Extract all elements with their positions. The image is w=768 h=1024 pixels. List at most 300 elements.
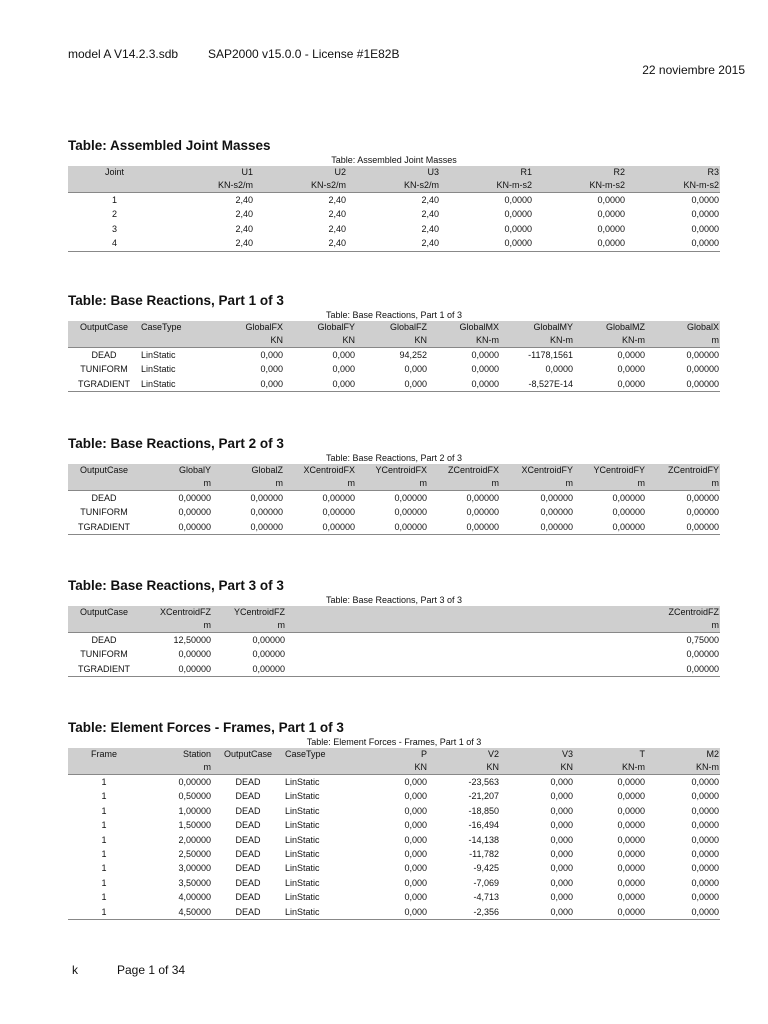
table-cell: 0,0000 bbox=[574, 905, 646, 920]
table-cell: 0,00000 bbox=[646, 662, 720, 677]
col-unit: KN-s2/m bbox=[254, 179, 347, 193]
table-cell: 0,00000 bbox=[686, 649, 719, 660]
table-cell: 0,0000 bbox=[617, 364, 645, 375]
table-cell: LinStatic bbox=[285, 863, 320, 874]
col-header: CaseType bbox=[140, 321, 212, 334]
col-header: T bbox=[574, 748, 646, 761]
table-cell: 3 bbox=[111, 223, 117, 234]
section-title: Table: Base Reactions, Part 1 of 3 bbox=[68, 293, 284, 308]
table-cell: 0,000 bbox=[404, 877, 427, 888]
table-cell: 0,00000 bbox=[252, 635, 285, 645]
table-cell: 2,50000 bbox=[178, 849, 211, 860]
units-row bbox=[68, 619, 720, 633]
table-cell: 0,0000 bbox=[691, 820, 719, 831]
table-cell: 2,40 bbox=[328, 195, 346, 205]
table-cell: LinStatic bbox=[285, 820, 320, 831]
table-cell: TUNIFORM bbox=[80, 507, 128, 518]
table-cell: 0,000 bbox=[260, 364, 283, 375]
col-header: ZCentroidFZ bbox=[646, 606, 720, 619]
col-header: YCentroidFX bbox=[356, 464, 428, 477]
table-cell: 2,40 bbox=[328, 209, 346, 220]
table-cell: 94,252 bbox=[399, 350, 427, 360]
table-cell: 0,00000 bbox=[540, 493, 573, 503]
table-cell: 0,0000 bbox=[617, 834, 645, 845]
table-cell: -2,356 bbox=[428, 905, 500, 920]
table-row bbox=[68, 905, 720, 920]
table-row bbox=[68, 520, 720, 535]
table-row bbox=[68, 890, 720, 904]
table-cell: LinStatic bbox=[285, 877, 320, 888]
table-cell: 1 bbox=[68, 905, 140, 920]
table-row bbox=[68, 804, 720, 818]
col-header: V2 bbox=[428, 748, 500, 761]
table-cell: -14,138 bbox=[468, 834, 499, 845]
table-cell: 0,000 bbox=[404, 820, 427, 831]
table-cell: 0,00000 bbox=[178, 777, 211, 787]
table-cell: TGRADIENT bbox=[68, 520, 140, 535]
table-cell: 0,00000 bbox=[466, 507, 499, 518]
table-caption: Table: Base Reactions, Part 1 of 3 bbox=[325, 310, 463, 320]
table-cell: 1 bbox=[111, 195, 117, 205]
col-header: XCentroidFX bbox=[284, 464, 356, 477]
col-unit: m bbox=[428, 477, 500, 491]
header-program-license: SAP2000 v15.0.0 - License #1E82B bbox=[208, 47, 400, 61]
col-header: XCentroidFZ bbox=[140, 606, 212, 619]
table-cell: 0,000 bbox=[404, 892, 427, 903]
table-cell: DEAD bbox=[235, 791, 261, 802]
table-cell: 0,00000 bbox=[686, 364, 719, 375]
footer-page-number: Page 1 of 34 bbox=[117, 963, 186, 977]
col-unit: KN-m bbox=[574, 334, 646, 348]
table-cell: -18,850 bbox=[468, 805, 499, 816]
section-title: Table: Element Forces - Frames, Part 1 of 3 bbox=[68, 720, 344, 735]
table-cell: 0,000 bbox=[332, 350, 355, 360]
table-cell: 2,40 bbox=[421, 209, 439, 220]
table-row bbox=[68, 818, 720, 832]
col-header: GlobalFY bbox=[284, 321, 356, 334]
table-cell: LinStatic bbox=[285, 849, 320, 860]
table-cell: 0,0000 bbox=[617, 863, 645, 874]
table-cell: 0,0000 bbox=[691, 892, 719, 903]
table-cell: 0,00000 bbox=[394, 507, 427, 518]
header-row bbox=[68, 606, 720, 619]
table-cell: 0,000 bbox=[404, 863, 427, 874]
table-cell: DEAD bbox=[235, 849, 261, 860]
table-cell: 0,00000 bbox=[178, 507, 211, 518]
table-cell: TGRADIENT bbox=[68, 377, 140, 392]
table-cell: -23,563 bbox=[468, 777, 499, 787]
table-cell: 0,00000 bbox=[612, 507, 645, 518]
table-cell: 0,0000 bbox=[646, 905, 720, 920]
col-unit: KN-m-s2 bbox=[533, 179, 626, 193]
col-unit: m bbox=[140, 477, 212, 491]
col-header: GlobalMZ bbox=[574, 321, 646, 334]
table-cell: 0,00000 bbox=[686, 493, 719, 503]
table-cell: DEAD bbox=[235, 892, 261, 903]
table-cell: 0,000 bbox=[404, 834, 427, 845]
table-cell: 0,0000 bbox=[617, 350, 645, 360]
table-cell: 0,00000 bbox=[212, 662, 286, 677]
table-cell: 1 bbox=[101, 849, 107, 860]
units-row bbox=[68, 334, 720, 348]
units-row bbox=[68, 179, 720, 193]
table-cell: 0,000 bbox=[550, 877, 573, 888]
table-cell: -11,782 bbox=[469, 849, 499, 860]
table-cell: 0,0000 bbox=[504, 195, 532, 205]
table-cell: 1 bbox=[101, 805, 107, 816]
table-cell: 0,00000 bbox=[322, 493, 355, 503]
header-row bbox=[68, 748, 720, 761]
col-header: U2 bbox=[254, 166, 347, 179]
table-cell: DEAD bbox=[235, 820, 261, 831]
table-cell: 2,40 bbox=[161, 236, 254, 251]
table-cell: -21,207 bbox=[468, 791, 499, 802]
table-cell: LinStatic bbox=[140, 377, 212, 392]
table-cell: 1 bbox=[101, 834, 107, 845]
table-cell: DEAD bbox=[91, 493, 117, 503]
table-cell: 0,000 bbox=[404, 791, 427, 802]
col-unit: KN-m bbox=[500, 334, 574, 348]
table-cell: 0,0000 bbox=[617, 791, 645, 802]
table-cell: 0,00000 bbox=[322, 507, 355, 518]
table-row bbox=[68, 491, 720, 506]
table-cell: 1 bbox=[101, 863, 107, 874]
table-cell: 0,000 bbox=[500, 905, 574, 920]
table-cell: DEAD bbox=[235, 834, 261, 845]
table-cell: 0,00000 bbox=[686, 350, 719, 360]
table-cell: 2,40 bbox=[254, 236, 347, 251]
col-unit: m bbox=[500, 477, 574, 491]
table-cell: 0,00000 bbox=[252, 649, 285, 660]
table-cell: 3,50000 bbox=[178, 877, 211, 888]
table-cell: 0,000 bbox=[404, 805, 427, 816]
col-unit: KN bbox=[356, 761, 428, 775]
table-cell: 1 bbox=[101, 877, 107, 888]
col-header: CaseType bbox=[284, 748, 356, 761]
col-header: GlobalMX bbox=[428, 321, 500, 334]
table-cell: 1 bbox=[101, 892, 107, 903]
col-header: GlobalX bbox=[646, 321, 720, 334]
table-cell: 0,000 bbox=[332, 364, 355, 375]
table-row bbox=[68, 861, 720, 875]
table-cell: 0,000 bbox=[550, 791, 573, 802]
col-header: U1 bbox=[161, 166, 254, 179]
header-file-name: model A V14.2.3.sdb bbox=[68, 47, 179, 61]
table-cell: 4,00000 bbox=[178, 892, 211, 903]
table-cell: 0,0000 bbox=[597, 209, 625, 220]
col-unit: KN-s2/m bbox=[347, 179, 440, 193]
col-unit: KN bbox=[284, 334, 356, 348]
table-cell: 1 bbox=[101, 820, 107, 831]
col-unit: m bbox=[140, 761, 212, 775]
table-cell: DEAD bbox=[91, 350, 117, 360]
table-cell: 0,0000 bbox=[691, 863, 719, 874]
table-cell: LinStatic bbox=[285, 777, 320, 787]
table-cell: 0,000 bbox=[550, 805, 573, 816]
table-cell: 0,000 bbox=[550, 863, 573, 874]
col-unit bbox=[286, 619, 646, 633]
col-unit: KN-s2/m bbox=[161, 179, 254, 193]
section-assembled-joint-masses bbox=[68, 137, 720, 252]
table-cell: 0,00000 bbox=[250, 507, 283, 518]
table-cell: 2,40 bbox=[235, 209, 253, 220]
table-cell: 0,0000 bbox=[691, 791, 719, 802]
table-row bbox=[68, 236, 720, 251]
table-cell: 0,0000 bbox=[597, 223, 625, 234]
col-header: YCentroidFZ bbox=[212, 606, 286, 619]
table-row bbox=[68, 847, 720, 861]
table-cell: LinStatic bbox=[285, 791, 320, 802]
table-cell bbox=[286, 662, 646, 677]
col-header: GlobalFX bbox=[212, 321, 284, 334]
table-cell: -7,069 bbox=[473, 877, 499, 888]
col-unit: m bbox=[574, 477, 646, 491]
table-cell bbox=[286, 647, 646, 661]
col-unit: KN-m-s2 bbox=[626, 179, 720, 193]
table-caption: Table: Base Reactions, Part 3 of 3 bbox=[325, 595, 463, 605]
col-unit bbox=[212, 761, 284, 775]
table-cell: 0,00000 bbox=[178, 649, 211, 660]
table-row bbox=[68, 633, 720, 648]
col-unit: KN bbox=[212, 334, 284, 348]
table-cell: 0,0000 bbox=[545, 364, 573, 375]
table-row bbox=[68, 505, 720, 519]
table-row bbox=[68, 348, 720, 363]
col-header: XCentroidFY bbox=[500, 464, 574, 477]
col-unit bbox=[68, 334, 140, 348]
col-unit: m bbox=[212, 477, 284, 491]
col-header: U3 bbox=[347, 166, 440, 179]
table-cell: 0,0000 bbox=[626, 236, 720, 251]
table-cell: 0,0000 bbox=[597, 195, 625, 205]
table-cell: 0,0000 bbox=[471, 364, 499, 375]
table-cell: 0,00000 bbox=[394, 493, 427, 503]
section-element-forces-frames-part-1 bbox=[68, 719, 720, 920]
table-cell: 0,0000 bbox=[504, 223, 532, 234]
table-cell: 0,0000 bbox=[617, 849, 645, 860]
table-cell: DEAD bbox=[91, 635, 117, 645]
table-cell: 0,000 bbox=[260, 350, 283, 360]
table-cell: 0,75000 bbox=[686, 635, 719, 645]
table-cell: 0,0000 bbox=[471, 350, 499, 360]
table-cell: DEAD bbox=[235, 805, 261, 816]
table-cell: TGRADIENT bbox=[68, 662, 140, 677]
col-header: OutputCase bbox=[68, 606, 140, 619]
section-base-reactions-part-3 bbox=[68, 577, 720, 677]
col-header: R2 bbox=[533, 166, 626, 179]
table-cell: 0,000 bbox=[404, 777, 427, 787]
table-cell bbox=[286, 633, 646, 648]
table-cell: 0,0000 bbox=[533, 236, 626, 251]
table-cell: 2,40 bbox=[235, 195, 253, 205]
col-unit: m bbox=[646, 619, 720, 633]
table-cell: LinStatic bbox=[284, 905, 356, 920]
table-cell: 0,0000 bbox=[428, 377, 500, 392]
table-cell: 1 bbox=[101, 777, 107, 787]
table-cell: 0,000 bbox=[550, 892, 573, 903]
table-cell: DEAD bbox=[235, 877, 261, 888]
units-row bbox=[68, 477, 720, 491]
table-cell: 0,00000 bbox=[212, 520, 284, 535]
table-cell: 0,000 bbox=[404, 849, 427, 860]
col-header: M2 bbox=[646, 748, 720, 761]
col-header: GlobalMY bbox=[500, 321, 574, 334]
header-row bbox=[68, 464, 720, 477]
table-cell: 0,50000 bbox=[178, 791, 211, 802]
table-cell: 0,00000 bbox=[646, 520, 720, 535]
table-cell: 2,40 bbox=[328, 223, 346, 234]
table-cell: DEAD bbox=[235, 863, 261, 874]
col-header: Station bbox=[140, 748, 212, 761]
table-cell: 4 bbox=[68, 236, 161, 251]
col-unit bbox=[68, 477, 140, 491]
table-cell: 0,0000 bbox=[617, 820, 645, 831]
table-row bbox=[68, 662, 720, 677]
table-cell: 0,0000 bbox=[574, 377, 646, 392]
table-cell: 12,50000 bbox=[173, 635, 211, 645]
table-cell: DEAD bbox=[235, 777, 261, 787]
table-cell: 0,00000 bbox=[466, 493, 499, 503]
col-header: GlobalY bbox=[140, 464, 212, 477]
col-header: ZCentroidFY bbox=[646, 464, 720, 477]
table-cell: 0,0000 bbox=[691, 834, 719, 845]
col-header: OutputCase bbox=[68, 464, 140, 477]
col-unit: m bbox=[212, 619, 286, 633]
base-reactions-part-3-table bbox=[68, 606, 720, 677]
table-cell: 1,50000 bbox=[178, 820, 211, 831]
header-date: 22 noviembre 2015 bbox=[642, 63, 745, 77]
table-row bbox=[68, 362, 720, 376]
table-cell: 0,00000 bbox=[540, 507, 573, 518]
col-unit bbox=[68, 761, 140, 775]
table-cell: 0,00000 bbox=[612, 493, 645, 503]
table-cell: -8,527E-14 bbox=[500, 377, 574, 392]
table-cell: 2,40 bbox=[421, 195, 439, 205]
table-cell: 1,00000 bbox=[178, 805, 211, 816]
col-unit: KN bbox=[500, 761, 574, 775]
table-caption: Table: Assembled Joint Masses bbox=[331, 155, 457, 165]
table-cell: 0,00000 bbox=[250, 493, 283, 503]
table-cell: 0,00000 bbox=[284, 520, 356, 535]
col-header: V3 bbox=[500, 748, 574, 761]
table-cell: LinStatic bbox=[141, 350, 176, 360]
table-cell: 0,000 bbox=[550, 834, 573, 845]
col-header: R3 bbox=[626, 166, 720, 179]
table-cell: TUNIFORM bbox=[80, 364, 128, 375]
header-row bbox=[68, 321, 720, 334]
col-unit bbox=[284, 761, 356, 775]
table-cell: 0,00000 bbox=[646, 377, 720, 392]
col-header: OutputCase bbox=[68, 321, 140, 334]
section-title: Table: Assembled Joint Masses bbox=[68, 138, 271, 153]
col-header: Frame bbox=[68, 748, 140, 761]
col-header: ZCentroidFX bbox=[428, 464, 500, 477]
col-unit bbox=[68, 179, 161, 193]
table-cell: 4,50000 bbox=[140, 905, 212, 920]
section-base-reactions-part-1 bbox=[68, 292, 720, 392]
table-cell: 0,00000 bbox=[356, 520, 428, 535]
col-header: YCentroidFY bbox=[574, 464, 646, 477]
table-cell: 0,0000 bbox=[691, 877, 719, 888]
col-unit: KN-m-s2 bbox=[440, 179, 533, 193]
header-row bbox=[68, 166, 720, 179]
table-row bbox=[68, 647, 720, 661]
col-unit: m bbox=[284, 477, 356, 491]
col-unit: KN-m bbox=[428, 334, 500, 348]
table-caption: Table: Element Forces - Frames, Part 1 of 3 bbox=[306, 737, 482, 747]
table-cell: -16,494 bbox=[468, 820, 499, 831]
table-cell: -1178,1561 bbox=[528, 350, 573, 360]
section-title: Table: Base Reactions, Part 2 of 3 bbox=[68, 436, 284, 451]
table-cell: 0,0000 bbox=[691, 777, 719, 787]
col-header: GlobalFZ bbox=[356, 321, 428, 334]
table-cell: 0,0000 bbox=[440, 236, 533, 251]
table-cell: DEAD bbox=[212, 905, 284, 920]
table-cell: 0,0000 bbox=[691, 805, 719, 816]
table-row bbox=[68, 193, 720, 208]
table-cell: 0,000 bbox=[356, 905, 428, 920]
col-unit: m bbox=[646, 334, 720, 348]
table-cell: 2,40 bbox=[347, 236, 440, 251]
table-cell: 0,000 bbox=[550, 849, 573, 860]
table-cell: 0,00000 bbox=[140, 520, 212, 535]
col-header: R1 bbox=[440, 166, 533, 179]
table-cell: 0,00000 bbox=[574, 520, 646, 535]
table-row bbox=[68, 207, 720, 221]
table-cell: 0,00000 bbox=[178, 493, 211, 503]
table-cell: 0,00000 bbox=[140, 662, 212, 677]
col-unit: KN-m bbox=[646, 761, 720, 775]
table-cell: 3,00000 bbox=[178, 863, 211, 874]
table-cell: 0,0000 bbox=[617, 877, 645, 888]
table-cell: 0,0000 bbox=[691, 223, 719, 234]
table-cell: 0,0000 bbox=[617, 805, 645, 816]
table-cell: 0,0000 bbox=[691, 195, 719, 205]
footer-mark: k bbox=[72, 963, 78, 977]
table-cell: LinStatic bbox=[285, 892, 320, 903]
units-row bbox=[68, 761, 720, 775]
table-cell: 0,000 bbox=[404, 364, 427, 375]
table-cell: -9,425 bbox=[473, 863, 499, 874]
table-cell: 0,000 bbox=[356, 377, 428, 392]
base-reactions-part-1-table bbox=[68, 321, 720, 392]
col-header: P bbox=[356, 748, 428, 761]
col-unit bbox=[140, 334, 212, 348]
col-unit: m bbox=[356, 477, 428, 491]
table-cell: 0,0000 bbox=[617, 892, 645, 903]
col-unit: KN-m bbox=[574, 761, 646, 775]
table-cell: 0,0000 bbox=[691, 849, 719, 860]
table-cell: 2,40 bbox=[235, 223, 253, 234]
col-header: GlobalZ bbox=[212, 464, 284, 477]
table-cell: 1 bbox=[101, 791, 107, 802]
table-cell: LinStatic bbox=[141, 364, 176, 375]
col-header bbox=[286, 606, 646, 619]
table-cell: TUNIFORM bbox=[80, 649, 128, 660]
table-caption: Table: Base Reactions, Part 2 of 3 bbox=[325, 453, 463, 463]
table-cell: 2,00000 bbox=[178, 834, 211, 845]
section-base-reactions-part-2 bbox=[68, 435, 720, 535]
table-cell: 0,0000 bbox=[504, 209, 532, 220]
col-unit: m bbox=[646, 477, 720, 491]
table-cell: 2,40 bbox=[421, 223, 439, 234]
table-row bbox=[68, 377, 720, 392]
table-cell: 0,0000 bbox=[617, 777, 645, 787]
table-row bbox=[68, 789, 720, 803]
table-cell: 0,00000 bbox=[428, 520, 500, 535]
base-reactions-part-2-table bbox=[68, 464, 720, 535]
table-cell: 0,000 bbox=[550, 777, 573, 787]
